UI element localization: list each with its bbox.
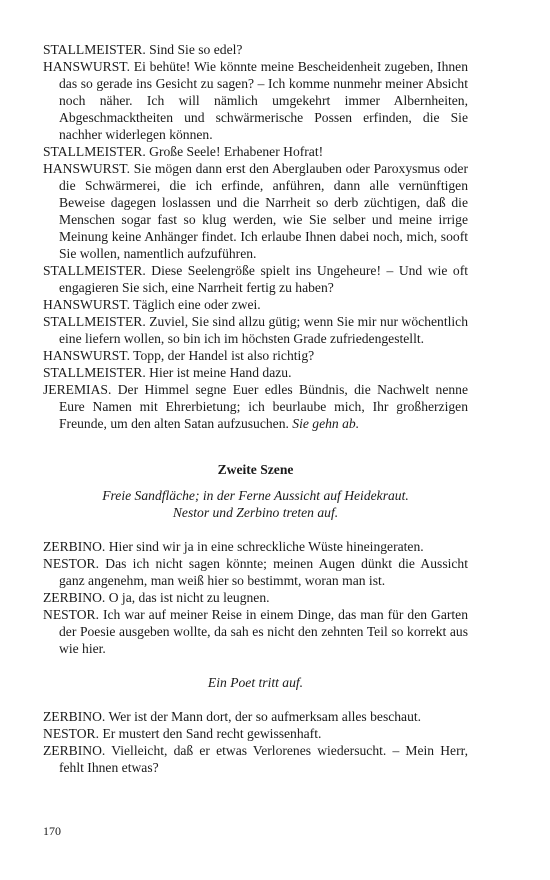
page-text: [43, 41, 468, 776]
speech: NESTOR. Ich war auf meiner Reise in einem Dinge, das man für den Garten der Poesie ausgeben wollte, da sah es nicht den zehnten Teil so korrekt aus wie hier.: [43, 607, 468, 656]
speech: STALLMEISTER. Hier ist meine Hand dazu.: [43, 365, 292, 380]
page-number: 170: [43, 824, 61, 838]
speech: STALLMEISTER. Zuviel, Sie sind allzu gütig; wenn Sie mir nur wöchentlich eine liefern wollen, so bin ich im höchsten Grade zufriedengestellt.: [43, 314, 468, 346]
speech: HANSWURST. Sie mögen dann erst den Aberglauben oder Paroxysmus oder die Schwärmerei, die ich erfinde, anführen, dann alle vernünftigen Beweise dagegen loslassen und die Narrheit so derb züchtigen, daß die Menschen sogar fast so klug werden, wie Sie selber und meine irrige Meinung keine Anhänger findet. Ich erlaube Ihnen dabei noch, mich, sooft Sie wollen, namentlich aufzuführen.: [43, 161, 468, 261]
speech: STALLMEISTER. Große Seele! Erhabener Hofrat!: [43, 144, 324, 159]
dialogue-block-2: [43, 538, 468, 657]
stage-direction: Freie Sandfläche; in der Ferne Aussicht auf Heidekraut. Nestor und Zerbino treten auf.: [102, 488, 409, 520]
dialogue-block-1: [43, 41, 468, 432]
speech: STALLMEISTER. Diese Seelengröße spielt ins Ungeheure! – Und wie oft engagieren Sie sich, eine Narrheit fertig zu haben?: [43, 263, 469, 295]
stage-direction: Sie gehn ab.: [292, 416, 360, 431]
speech: ZERBINO. Wer ist der Mann dort, der so aufmerksam alles beschaut.: [43, 709, 422, 724]
speech: ZERBINO. Hier sind wir ja in eine schreckliche Wüste hineingeraten.: [43, 539, 424, 554]
stage-direction: Ein Poet tritt auf.: [207, 675, 304, 690]
speech: JEREMIAS. Der Himmel segne Euer edles Bündnis, die Nachwelt nenne Eure Namen mit Ehrerbietung; ich beurlaube mich, Ihr großherzigen Freunde, um den alten Satan aufzusuchen. Sie gehn ab.: [43, 382, 468, 431]
speech: ZERBINO. O ja, das ist nicht zu leugnen.: [43, 590, 270, 605]
scene-title: Zweite Szene: [217, 462, 294, 477]
speech: HANSWURST. Topp, der Handel ist also richtig?: [43, 348, 315, 363]
dialogue-block-3: [43, 708, 468, 776]
speech: NESTOR. Er mustert den Sand recht gewissenhaft.: [43, 726, 322, 741]
speech: ZERBINO. Vielleicht, daß er etwas Verlorenes wiedersucht. – Mein Herr, fehlt Ihnen etwas?: [43, 743, 469, 775]
speech: HANSWURST. Ei behüte! Wie könnte meine Bescheidenheit zugeben, Ihnen das so gerade ins Gesicht zu sagen? – Ich komme nunmehr meiner Absicht noch näher. Ich will nämlich umgekehrt immer Albernheiten, Abgeschmacktheiten und schwärmerische Possen erfinden, die Sie nachher widerlegen können.: [43, 59, 469, 142]
speech: HANSWURST. Täglich eine oder zwei.: [43, 297, 261, 312]
speech: NESTOR. Das ich nicht sagen könnte; meinen Augen dünkt die Aussicht ganz angenehm, man weiß hier so bestimmt, woran man ist.: [43, 556, 468, 588]
speech: STALLMEISTER. Sind Sie so edel?: [43, 42, 243, 57]
